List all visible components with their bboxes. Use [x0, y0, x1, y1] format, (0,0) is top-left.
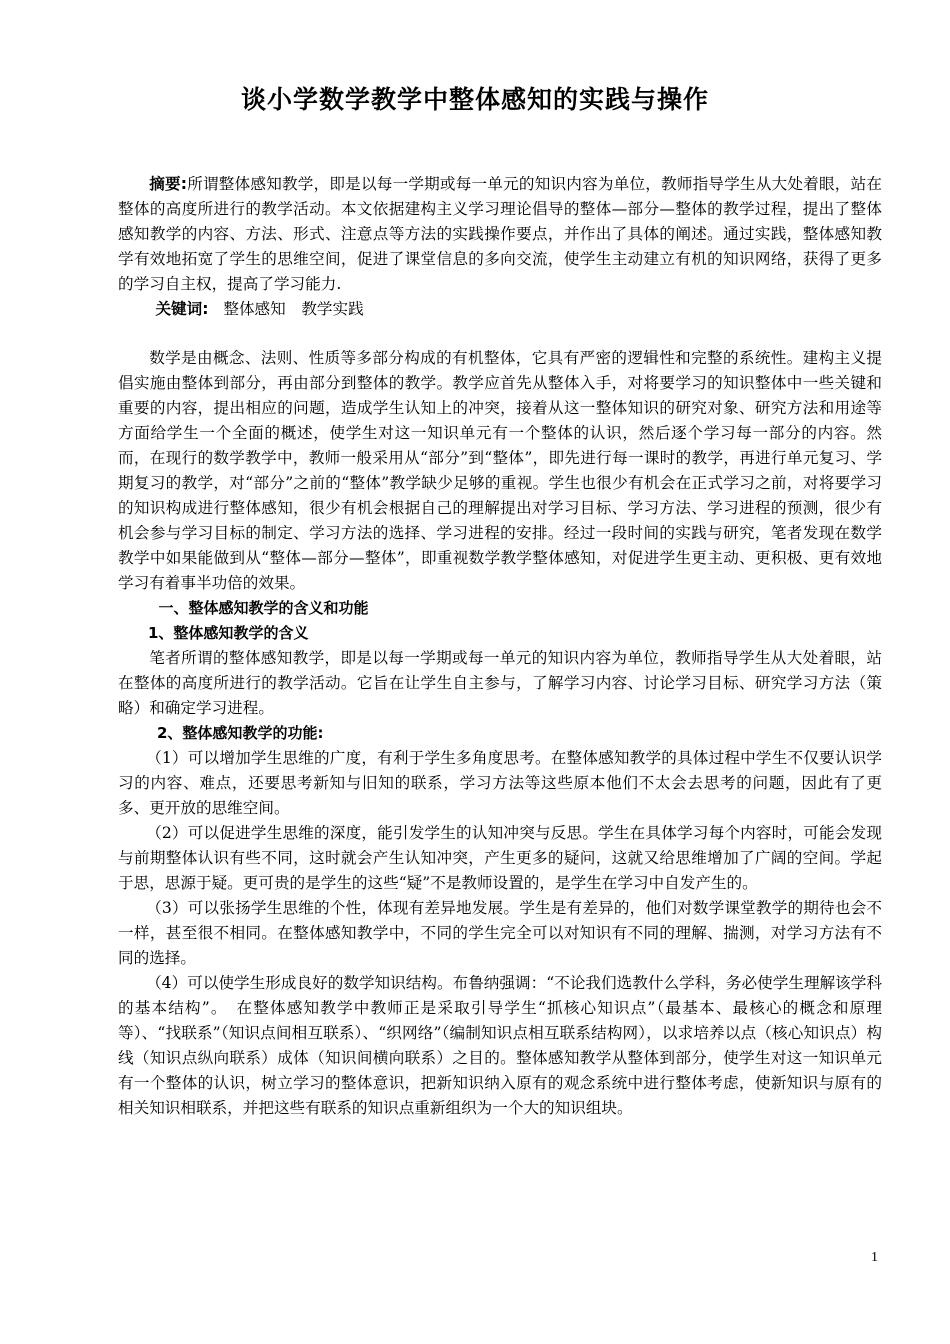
abstract-text: 所谓整体感知教学，即是以每一学期或每一单元的知识内容为单位，教师指导学生从大处着眼，站在整体的高度所进行的教学活动。本文依据建构主义学习理论倡导的整体—部分—整体的教学过程，提出了整体感知教学的内容、方法、形式、注意点等方法的实践操作要点，并作出了具体的阐述。通过实践，整体感知教学有效地拓宽了学生的思维空间，促进了课堂信息的多向交流，使学生主动建立有机的知识网络，获得了更多的学习自主权，提高了学习能力.	[118, 175, 882, 293]
meaning-paragraph: 笔者所谓的整体感知教学，即是以每一学期或每一单元的知识内容为单位，教师指导学生从大处着眼，站在整体的高度所进行的教学活动。它旨在让学生自主参与，了解学习内容、讨论学习目标、研究学习方法（策略）和确定学习进程。	[118, 649, 882, 717]
function-item: （4）可以使学生形成良好的数学知识结构。布鲁纳强调：“不论我们选教什么学科，务必使学生理解该学科的基本结构”。 在整体感知教学中教师正是采取引导学生“抓核心知识点”（最基本、最核心的概念和原理等）、“找联系”（知识点间相互联系）、“织网络”（编制知识点相互联系结构网），以求培养以点（核心知识点）构线（知识点纵向联系）成体（知识间横向联系）之目的。整体感知教学从整体到部分，使学生对这一知识单元有一个整体的认识，树立学习的整体意识，把新知识纳入原有的观念系统中进行整体考虑，使新知识与原有的相关知识相联系，并把这些有联系的知识点重新组织为一个大的知识组块。	[118, 974, 882, 1117]
function-item: （3）可以张扬学生思维的个性，体现有差异地发展。学生是有差异的，他们对数学课堂教学的期待也会不一样，甚至很不相同。在整体感知教学中，不同的学生完全可以对知识有不同的理解、揣测，对学习方法有不同的选择。	[118, 899, 883, 967]
page-number: 1	[871, 1250, 878, 1265]
function-item: （2）可以促进学生思维的深度，能引发学生的认知冲突与反思。学生在具体学习每个内容时，可能会发现与前期整体认识有些不同，这时就会产生认知冲突，产生更多的疑问，这就又给思维增加了广阔的空间。学起于思，思源于疑。更可贵的是学生的这些“疑”不是教师设置的，是学生在学习中自发产生的。	[118, 824, 883, 892]
section-heading: 一、整体感知教学的含义和功能	[158, 599, 369, 617]
keywords-label: 关键词:	[155, 300, 209, 318]
subsection-heading-meaning: 1、整体感知教学的含义	[148, 624, 309, 642]
intro-paragraph: 数学是由概念、法则、性质等多部分构成的有机整体，它具有严密的逻辑性和完整的系统性。建构主义提倡实施由整体到部分，再由部分到整体的教学。教学应首先从整体入手，对将要学习的知识整体中一些关键和重要的内容，提出相应的问题，造成学生认知上的冲突，接着从这一整体知识的研究对象、研究方法和用途等方面给学生一个全面的概述，使学生对这一知识单元有一个整体的认识，然后逐个学习每一部分的内容。然而，在现行的数学教学中，教师一般采用从“部分”到“整体”，即先进行每一课时的教学，再进行单元复习、学期复习的教学，对“部分”之前的“整体”教学缺少足够的重视。学生也很少有机会在正式学习之前，对将要学习的知识构成进行整体感知，很少有机会根据自己的理解提出对学习目标、学习方法、学习进程的预测，很少有机会参与学习目标的制定、学习方法的选择、学习进程的安排。经过一段时间的实践与研究，笔者发现在数学教学中如果能做到从“整体—部分—整体”，即重视数学教学整体感知，对促进学生更主动、更积极、更有效地学习有着事半功倍的效果。	[118, 349, 882, 592]
function-item: （1）可以增加学生思维的广度，有利于学生多角度思考。在整体感知教学的具体过程中学生不仅要认识学习的内容、难点，还要思考新知与旧知的联系，学习方法等这些原本他们不太会去思考的问题，因此有了更多、更开放的思维空间。	[118, 749, 883, 817]
keywords-text: 整体感知 教学实践	[223, 300, 364, 318]
document-body	[118, 172, 882, 1121]
abstract-paragraph	[118, 172, 882, 297]
keywords-line	[118, 297, 882, 322]
document-title: 谈小学数学教学中整体感知的实践与操作	[240, 85, 709, 114]
abstract-label: 摘要:	[149, 175, 188, 193]
subsection-heading-functions: 2、整体感知教学的功能:	[157, 724, 324, 742]
